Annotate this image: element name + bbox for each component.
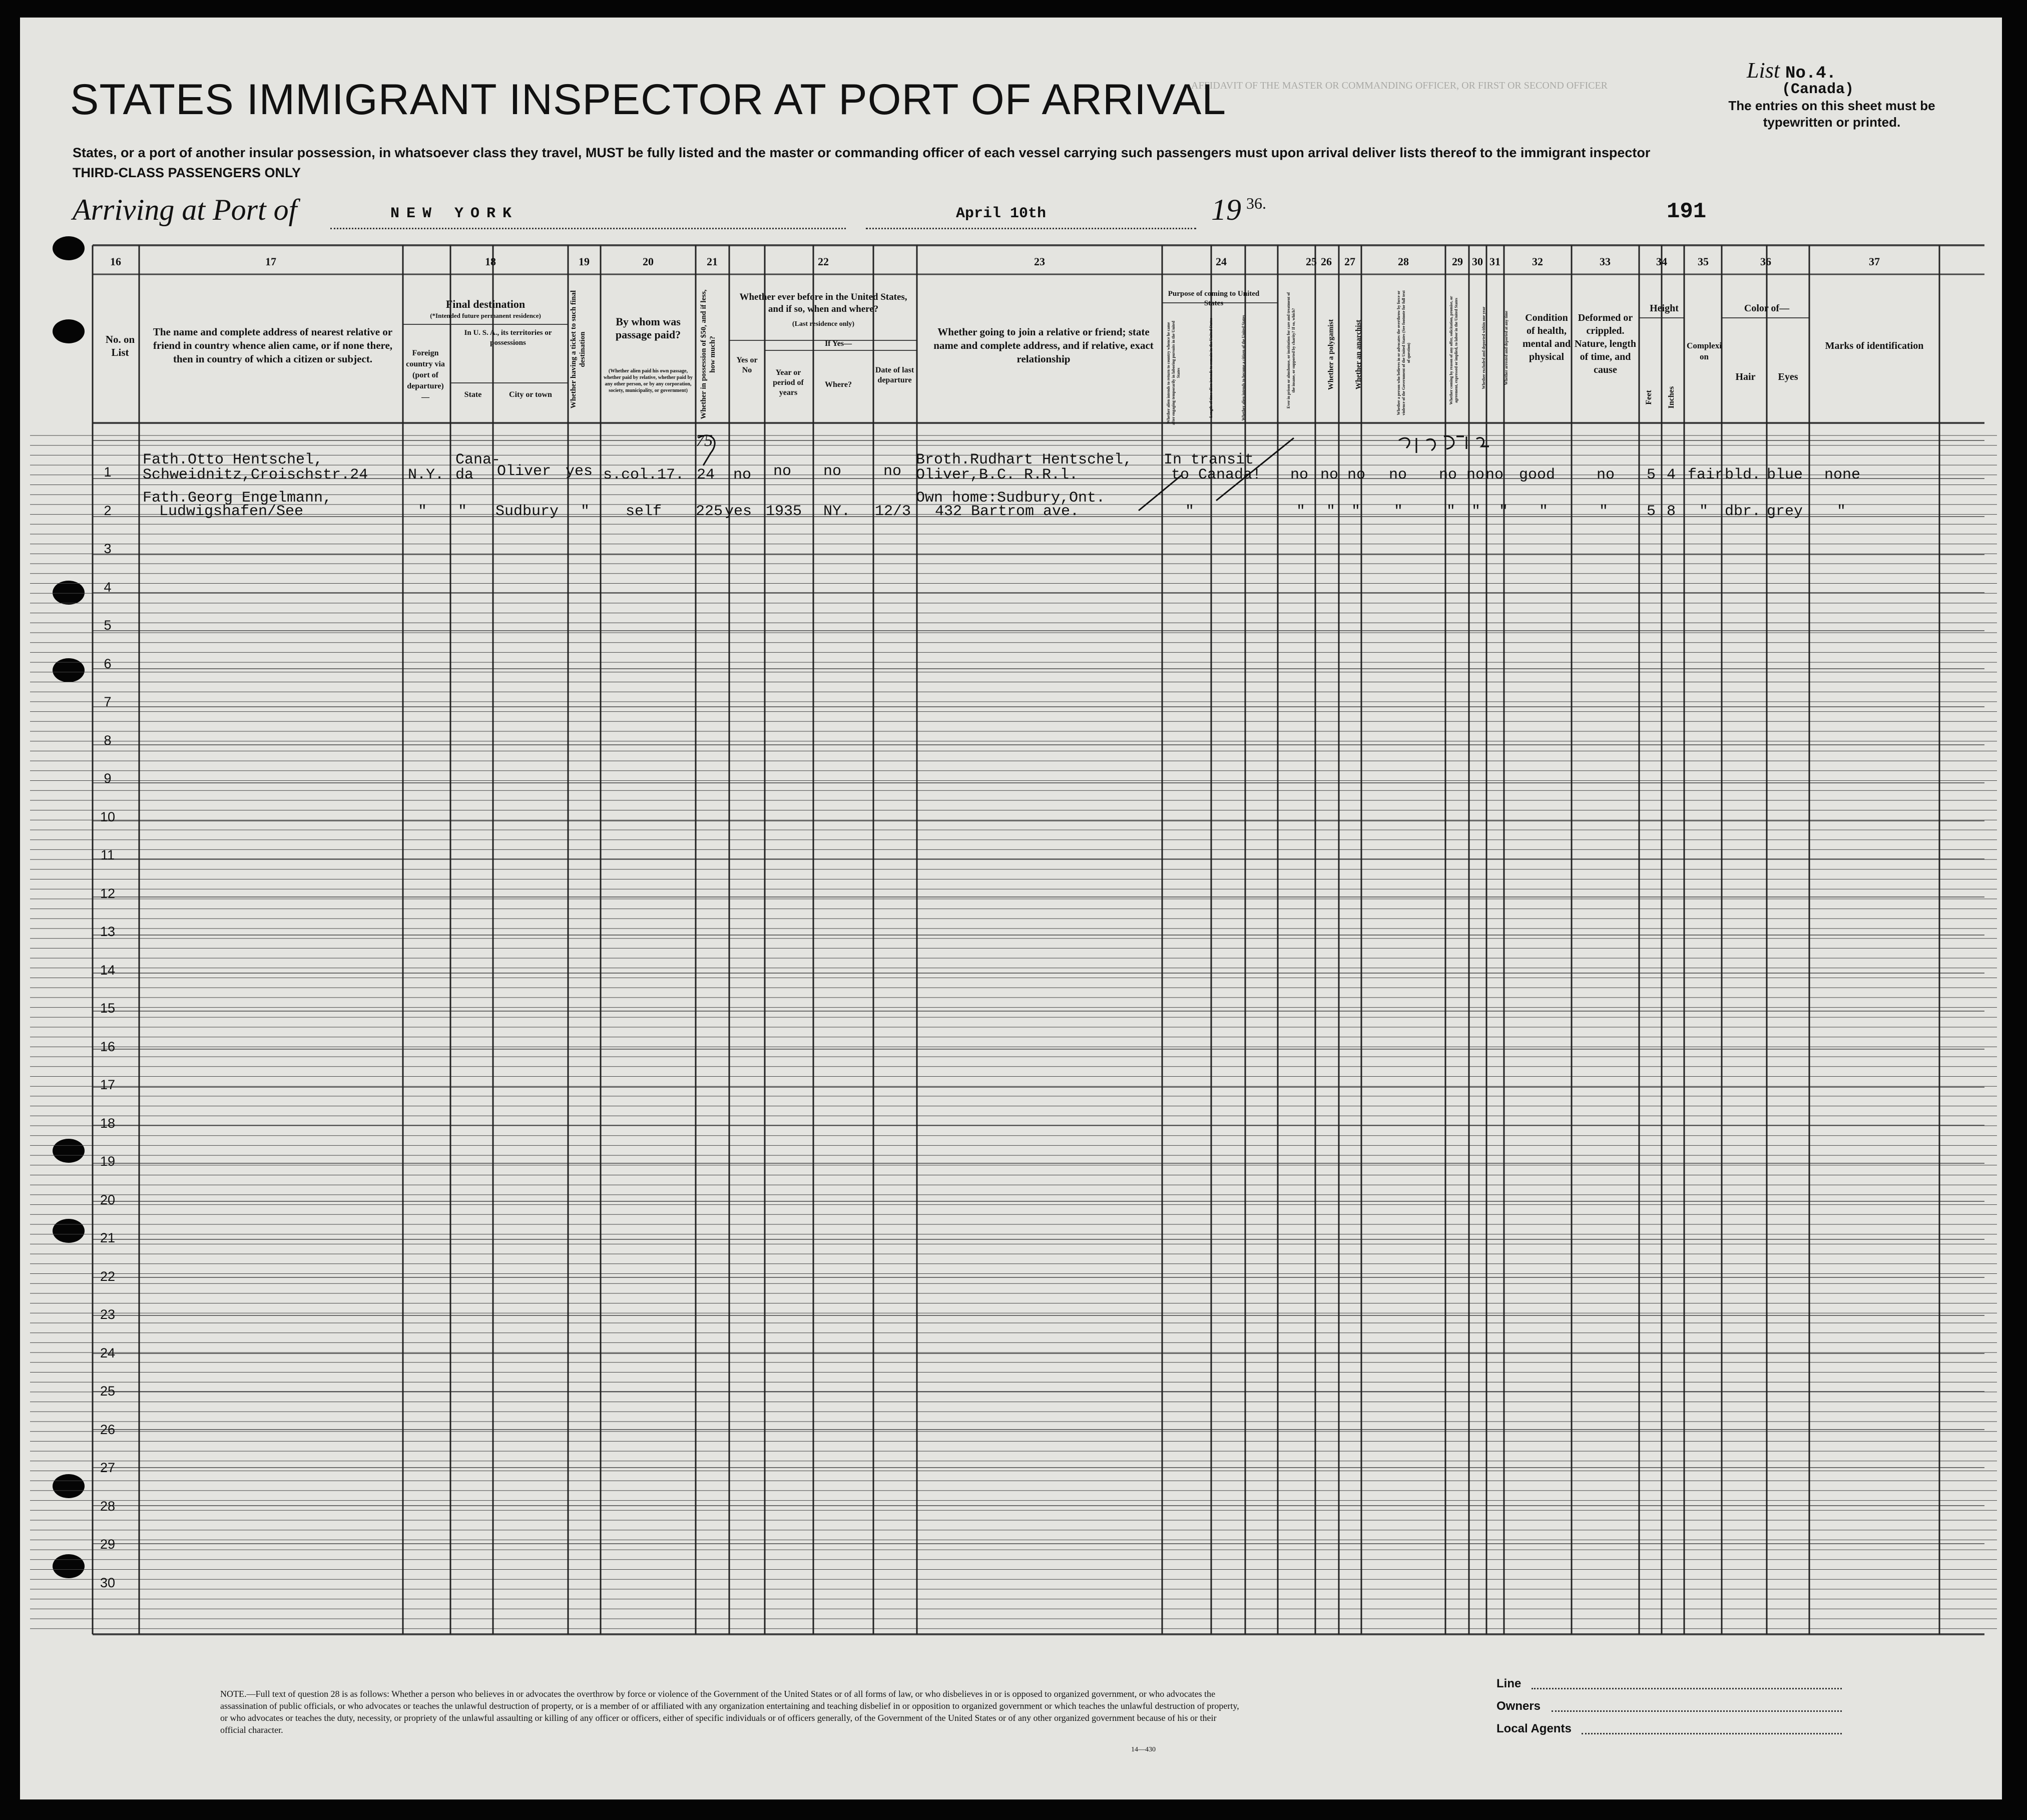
cell-prison: no — [1290, 467, 1309, 484]
row-number: 16 — [100, 1039, 116, 1054]
header-state: State — [464, 390, 482, 399]
header-if-yes: If Yes— — [824, 339, 852, 348]
cell-joining-2: 432 Bartrom ave. — [935, 503, 1080, 520]
owners-label — [1496, 1699, 1541, 1713]
cell-date-last: no — [883, 463, 902, 480]
footnote-q28: NOTE.—Full text of question 28 is as follows: Whether a person who believes in or advocates the overthrow by force or violence of the Government of the United States or of all forms of law, or who disbelieves in or is opposed to organized government, or who advocates the assassination of public officials, or who advocates or teaches the unlawful destruction of property, or is a member of or affiliated with any organization entertaining and teaching disbelief in or opposition to organized government or which teaches the unlawful destruction of property, or who advocates or teaches the duty, necessity, or propriety of the unlawful assaulting or killing of any officer or officers, either of specific individuals or of officers generally, of the Government of the United States or of any other organized government because of his or their official character. — [220, 1689, 1239, 1735]
year-suffix: 36. — [1246, 194, 1266, 212]
line-label-text: Line — [1496, 1677, 1522, 1690]
header-complexion: Complexion — [1687, 341, 1722, 361]
header-marks: Marks of identification — [1825, 340, 1924, 351]
header-anarchist: Whether an anarchist — [1354, 319, 1363, 390]
cell-joining-1: Own home:Sudbury,Ont. — [916, 490, 1106, 507]
row-number: 28 — [100, 1498, 116, 1514]
column-number: 19 — [579, 255, 590, 268]
cell-purpose-2: to Canada! — [1171, 467, 1262, 484]
cell-q31: " — [1499, 503, 1508, 520]
row-number: 10 — [100, 809, 116, 824]
header-year-period: Year or period of years — [773, 368, 804, 397]
page-number: 191 — [1667, 199, 1707, 224]
cell-purpose-1: In transit — [1164, 451, 1254, 469]
header-final-destination-note: (*Intended future permanent residence) — [430, 312, 541, 319]
column-number: 21 — [707, 255, 718, 268]
header-prison: Ever in prison or almshouse, or institution for care and treatment of the insane, or supported by charity? If so, which? — [1286, 292, 1296, 408]
column-number: 29 — [1452, 255, 1463, 268]
cell-feet: 5 — [1647, 467, 1656, 484]
column-number: 25 — [1306, 255, 1317, 268]
column-number: 36 — [1760, 255, 1771, 268]
row-number: 17 — [100, 1077, 116, 1092]
cell-hair: bld. — [1725, 467, 1761, 484]
list-value: No.4. — [1785, 64, 1837, 83]
cell-date-last: 12/3 — [875, 503, 911, 520]
cell-q28: " — [1394, 503, 1403, 520]
cell-q31: no — [1485, 467, 1504, 484]
cell-polygamist: " — [1326, 503, 1336, 520]
header-foreign-country: Foreign country via (port of departure)— — [406, 349, 445, 401]
arriving-label: Arriving at Port of — [73, 193, 297, 226]
header-yes-no: Yes or No — [736, 356, 758, 374]
row-number: 2 — [104, 503, 112, 518]
agents-label-text: Local Agents — [1496, 1722, 1572, 1735]
cell-q30: no — [1466, 467, 1485, 484]
class-note: THIRD-CLASS PASSENGERS ONLY — [73, 165, 301, 180]
row-number: 9 — [104, 771, 112, 786]
entries-note: The entries on this sheet must be typewritten or printed. — [1728, 98, 1935, 130]
header-height: Height — [1650, 303, 1679, 314]
row-number: 23 — [100, 1307, 116, 1322]
row-number: 1 — [104, 465, 112, 480]
cell-anarchist: no — [1347, 467, 1366, 484]
row-number: 11 — [100, 847, 115, 862]
row-number: 14 — [100, 962, 116, 978]
cell-eyes: grey — [1767, 503, 1803, 520]
agents-label — [1496, 1722, 1572, 1736]
bleed-through-text: AFFIDAVIT OF THE MASTER OR COMMANDING OFFICER, OR FIRST OR SECOND OFFICER — [1191, 80, 1608, 91]
cell-relative-2: Schweidnitz,Croischstr.24 — [143, 467, 368, 484]
column-number: 20 — [643, 255, 654, 268]
cell-relative-1: Fath.Georg Engelmann, — [143, 490, 332, 507]
header-hair: Hair — [1735, 371, 1756, 382]
row-number: 13 — [100, 924, 116, 939]
column-number: 27 — [1344, 255, 1355, 268]
cell-money-note: 75 — [696, 431, 713, 450]
cell-joining-1: Broth.Rudhart Hentschel, — [916, 451, 1133, 469]
cell-feet: 5 — [1647, 503, 1656, 520]
column-number: 31 — [1489, 255, 1500, 268]
cell-complexion: " — [1699, 503, 1709, 520]
cell-ticket: " — [581, 503, 590, 520]
cell-foreign: " — [418, 503, 427, 520]
cell-q30: " — [1471, 503, 1481, 520]
column-number: 24 — [1216, 255, 1227, 268]
header-purpose-b: Length of time alien intends to remain in the United States — [1209, 318, 1213, 418]
row-number: 24 — [100, 1345, 116, 1360]
cell-complexion: fair — [1688, 467, 1724, 484]
cell-city: Sudbury — [495, 503, 559, 520]
cell-hair: dbr. — [1725, 503, 1761, 520]
line-label — [1496, 1677, 1521, 1691]
cell-state-1: Cana- — [455, 451, 501, 469]
row-number: 5 — [104, 618, 112, 633]
cell-foreign: N.Y. — [408, 467, 444, 484]
row-number: 8 — [104, 732, 112, 748]
column-number: 22 — [818, 255, 829, 268]
row-number: 15 — [100, 1001, 116, 1016]
header-q28: Whether a person who believes in or advocates the overthrow by force or violence of the Government of the United States (See footnote for full text of question) — [1396, 290, 1411, 415]
header-q29: Whether coming by reason of any offer, solicitation, promise, or agreement, expressed or implied, to labor in the United States — [1449, 296, 1458, 405]
cell-marks: none — [1824, 467, 1861, 484]
column-number: 28 — [1398, 255, 1409, 268]
cell-ticket: yes — [566, 463, 593, 480]
header-deformed: Deformed or crippled. Nature, length of time, and cause — [1575, 312, 1636, 375]
column-number: 35 — [1698, 255, 1709, 268]
cell-money: 225 — [696, 503, 723, 520]
header-polygamist: Whether a polygamist — [1327, 319, 1335, 390]
year-prefix: 19 — [1211, 193, 1241, 226]
owners-label-text: Owners — [1496, 1699, 1541, 1713]
header-inches: Inches — [1667, 386, 1676, 409]
row-number: 25 — [100, 1384, 116, 1399]
cell-year: no — [773, 463, 792, 480]
cell-state-2: da — [455, 467, 474, 484]
cell-eyes: blue — [1767, 467, 1803, 484]
header-final-destination: Final destination — [445, 298, 526, 310]
cell-prison: " — [1296, 503, 1306, 520]
row-number: 6 — [104, 656, 112, 671]
line-blank — [1532, 1688, 1842, 1689]
port-value: NEW YORK — [390, 205, 519, 222]
column-number: 23 — [1034, 255, 1045, 268]
header-in-usa: In U. S. A., its territories or possessions — [464, 329, 552, 347]
cell-polygamist: no — [1320, 467, 1339, 484]
cell-anarchist: " — [1351, 503, 1361, 520]
header-ever-before: Whether ever before in the United States, and if so, when and where? — [739, 292, 907, 314]
cell-ever: yes — [725, 503, 752, 520]
column-number: 16 — [110, 255, 121, 268]
row-number: 19 — [100, 1154, 116, 1169]
row-number: 30 — [100, 1575, 116, 1590]
header-no-on-list: No. on List — [105, 333, 135, 358]
header-by-whom: By whom was passage paid? — [615, 315, 681, 341]
header-purpose-c: Whether alien intends to become a citizen of the United States — [1241, 315, 1246, 421]
header-q31: Whether arrested and deported at any time — [1504, 310, 1508, 385]
cell-city: Oliver — [497, 463, 552, 480]
header-money: Whether in possession of $50, and if less, how much? — [700, 289, 717, 419]
row-number: 29 — [100, 1537, 116, 1552]
header-feet: Feet — [1645, 390, 1653, 405]
row-number: 4 — [104, 579, 112, 595]
cell-paid-by: self — [626, 503, 662, 520]
row-number: 3 — [104, 541, 112, 556]
column-number: 32 — [1532, 255, 1543, 268]
header-health: Condition of health, mental and physical — [1522, 312, 1571, 362]
cell-health: good — [1519, 467, 1556, 484]
cell-q29: no — [1439, 467, 1457, 484]
cell-inches: 8 — [1667, 503, 1676, 520]
cell-ever: no — [733, 467, 752, 484]
agents-blank — [1582, 1733, 1842, 1734]
header-by-whom-note: (Whether alien paid his own passage, whether paid by relative, whether paid by any other person, or by any corporation, society, municipality, or government) — [603, 368, 693, 393]
column-number: 17 — [265, 255, 276, 268]
cell-purpose-1: " — [1185, 503, 1195, 520]
row-number: 12 — [100, 885, 116, 901]
header-city: City or town — [509, 390, 552, 399]
row-number: 26 — [100, 1422, 116, 1437]
instruction-text: States, or a port of another insular possession, in whatsoever class they travel, MUST be fully listed and the master or commanding officer of each vessel carrying such passengers must upon arrival deliver lists thereof to the immigrant inspector — [73, 145, 1651, 160]
cell-where: NY. — [823, 503, 851, 520]
cell-marks: " — [1837, 503, 1846, 520]
cell-state-1: " — [458, 503, 467, 520]
header-q30: Whether excluded and deported within one year — [1481, 306, 1486, 389]
cell-year: 1935 — [766, 503, 802, 520]
header-color-of: Color of— — [1744, 303, 1790, 314]
cell-joining-2: Oliver,B.C. R.R.l. — [916, 467, 1079, 484]
row-number: 21 — [100, 1230, 116, 1245]
column-number: 30 — [1472, 255, 1483, 268]
column-number: 37 — [1869, 255, 1880, 268]
cell-q28: no — [1389, 467, 1407, 484]
row-number: 7 — [104, 694, 112, 709]
header-date-last: Date of last departure — [875, 366, 914, 384]
row-number: 18 — [100, 1115, 116, 1131]
header-joining: Whether going to join a relative or friend; state name and complete address, and if relative, exact relationship — [933, 326, 1154, 365]
list-subtitle: (Canada) — [1782, 81, 1854, 98]
header-nearest-relative: The name and complete address of nearest relative or friend in country whence alien came, or if none there, then in country of which a citizen or subject. — [153, 326, 393, 365]
cell-money: 24 — [697, 467, 715, 484]
cell-deformed: no — [1597, 467, 1615, 484]
cell-where: no — [823, 463, 842, 480]
header-ever-before-note: (Last residence only) — [792, 320, 855, 328]
cell-health: " — [1539, 503, 1549, 520]
cell-relative-1: Fath.Otto Hentschel, — [143, 451, 323, 469]
header-purpose-a: Whether alien intends to return to country whence he came after engaging temporarily in laboring pursuits in the United States — [1166, 321, 1181, 425]
header-where: Where? — [825, 380, 852, 389]
form-number: 14—430 — [1131, 1746, 1156, 1753]
owners-blank — [1552, 1710, 1842, 1712]
header-eyes: Eyes — [1778, 371, 1798, 382]
column-number: 18 — [485, 255, 496, 268]
header-ticket: Whether having a ticket to such final destination — [570, 290, 587, 409]
date-value: April 10th — [956, 205, 1047, 222]
cell-deformed: " — [1599, 503, 1609, 520]
header-purpose: Purpose of coming to United States — [1168, 290, 1260, 307]
cell-inches: 4 — [1667, 467, 1676, 484]
cell-relative-2: Ludwigshafen/See — [159, 503, 304, 520]
cell-paid-by: s.col.17. — [603, 467, 685, 484]
column-number: 26 — [1321, 255, 1332, 268]
row-number: 22 — [100, 1268, 116, 1284]
column-number: 34 — [1656, 255, 1667, 268]
page-title: STATES IMMIGRANT INSPECTOR AT PORT OF ARRIVAL — [70, 76, 1227, 124]
column-number: 33 — [1600, 255, 1611, 268]
cell-q29: " — [1446, 503, 1456, 520]
list-label: List — [1747, 58, 1780, 83]
row-number: 20 — [100, 1192, 116, 1207]
row-number: 27 — [100, 1460, 116, 1475]
